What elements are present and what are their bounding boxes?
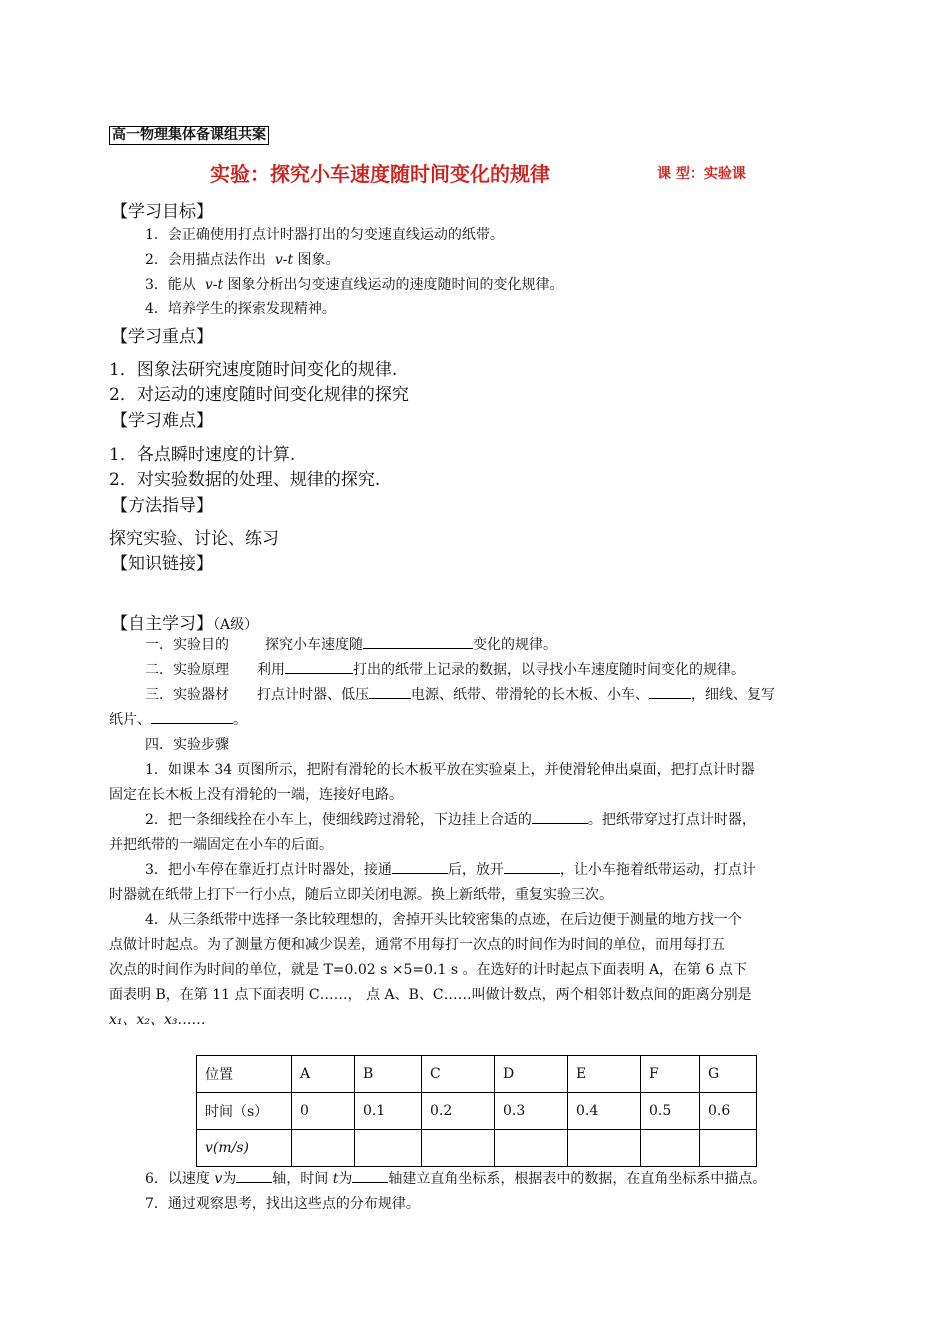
table-cell [700,1130,757,1167]
step-part: 6．以速度 [145,1171,215,1187]
table-cell: 0.1 [355,1093,422,1130]
principle-label: 二．实验原理 [145,662,229,678]
table-cell: 0.2 [422,1093,495,1130]
key-points-heading: 【学习重点】 [111,327,213,347]
materials-text: 电源、纸带、带滑轮的长木板、小车、 [411,687,649,703]
fill-blank [532,809,588,824]
table-cell: E [568,1056,641,1093]
table-cell [568,1130,641,1167]
fill-blank [151,709,233,724]
table-cell: F [641,1056,700,1093]
table-cell: 0 [292,1093,355,1130]
table-cell: D [495,1056,568,1093]
self-study-heading [111,609,258,634]
step-part: 轴建立直角坐标系，根据表中的数据，在直角坐标系中描点。 [388,1171,767,1187]
fill-blank [504,859,560,874]
difficulty-item: 2．对实验数据的处理、规律的探究. [109,470,381,490]
step-text: 7．通过观察思考，找出这些点的分布规律。 [145,1196,420,1212]
step-part: ，让小车拖着纸带运动，打点计 [559,862,756,878]
table-row [197,1093,757,1130]
fill-blank [649,684,691,699]
v-symbol: v [214,1171,223,1187]
goal-text: 图象分析出匀变速直线运动的速度随时间的变化规律。 [223,277,564,293]
row-label: v(m/s) [197,1130,292,1167]
table-cell: G [700,1056,757,1093]
table-cell: 0.6 [700,1093,757,1130]
row-label: 位置 [197,1056,292,1093]
step-text: 点做计时起点。为了测量方便和减少误差，通常不用每打一次点的时间作为时间的单位，而用每打五 [109,937,725,953]
method-heading: 【方法指导】 [111,496,213,516]
table-cell: 0.4 [568,1093,641,1130]
difficulty-item: 1．各点瞬时速度的计算. [109,445,296,465]
links-heading: 【知识链接】 [111,554,213,574]
step-part: 后，放开 [447,862,504,878]
step-text: 面表明 B，在第 11 点下面表明 C……， 点 A、B、C……叫做计数点，两个相邻计数点间的距离分别是 [109,987,752,1003]
table-cell: 0.3 [495,1093,568,1130]
step-part: 为 [222,1171,237,1187]
table-cell: B [355,1056,422,1093]
group-header: 高一物理集体备课组共案 [109,126,269,145]
fill-blank [363,634,473,649]
table-row [197,1130,757,1167]
purpose-line [145,634,557,654]
table-cell [422,1130,495,1167]
materials-text: 纸片、 [109,712,151,728]
step-part: 。把纸带穿过打点计时器， [587,812,756,828]
table-cell: 0.5 [641,1093,700,1130]
t-symbol: t [332,1171,339,1187]
goal-text: 图象。 [293,252,340,268]
table-cell [495,1130,568,1167]
key-point-item: 1．图象法研究速度随时间变化的规律. [109,360,398,380]
step-text: 1．如课本 34 页图所示，把附有滑轮的长木板平放在实验桌上，并使滑轮伸出桌面，把打点计时器 [145,762,755,778]
goal-item: 1．会正确使用打点计时器打出的匀变速直线运动的纸带。 [145,227,504,243]
materials-text: ，细线、复写 [691,687,775,703]
vt-symbol: v-t [274,252,294,268]
fill-blank [352,1168,388,1183]
step-part: 轴，时间 [272,1171,333,1187]
materials-line-2 [109,709,247,729]
method-text: 探究实验、讨论、练习 [109,529,279,549]
data-table [196,1055,757,1167]
materials-text: 。 [233,712,247,728]
goal-item: 4．培养学生的探索发现精神。 [145,301,336,317]
fill-blank [369,684,411,699]
materials-text: 打点计时器、低压 [257,687,369,703]
purpose-post: 变化的规律。 [473,637,557,653]
goal-text: 2．会用描点法作出 [145,252,266,268]
step-part: 为 [338,1171,353,1187]
principle-line [145,659,745,679]
principle-pre: 利用 [257,662,285,678]
vt-symbol: v-t [204,277,224,293]
step-part: 2．把一条细线拴在小车上，使细线跨过滑轮，下边挂上合适的 [145,812,532,828]
step-text: 并把纸带的一端固定在小车的后面。 [109,837,333,853]
difficulties-heading: 【学习难点】 [111,411,213,431]
step-text: 4．从三条纸带中选择一条比较理想的，舍掉开头比较密集的点迹，在后边便于测量的地方找一个 [145,912,742,928]
fill-blank [392,859,448,874]
goal-item [145,274,564,294]
materials-label: 三．实验器材 [145,687,229,703]
lesson-type: 课 型：实验课 [657,166,746,182]
step-part: 3．把小车停在靠近打点计时器处，接通 [145,862,392,878]
table-cell: A [292,1056,355,1093]
purpose-pre: 探究小车速度随 [265,637,363,653]
fill-blank [236,1168,272,1183]
table-cell [641,1130,700,1167]
step-text: 固定在长木板上没有滑轮的一端，连接好电路。 [109,787,403,803]
step-text: 时器就在纸带上打下一行小点，随后立即关闭电源。换上新纸带，重复实验三次。 [109,887,613,903]
self-study-title: 【自主学习】 [111,614,213,634]
steps-label: 四．实验步骤 [145,737,229,753]
step-text [145,859,756,879]
purpose-label: 一．实验目的 [145,637,229,653]
table-cell [292,1130,355,1167]
step-text: x₁、x₂、x₃…… [109,1012,206,1028]
step-text [145,1168,766,1188]
key-point-item: 2．对运动的速度随时间变化规律的探究 [109,385,409,405]
materials-line [145,684,775,704]
self-study-level: （A级） [213,617,259,633]
goal-item [145,249,340,269]
table-row [197,1056,757,1093]
fill-blank [285,659,353,674]
principle-post: 打出的纸带上记录的数据，以寻找小车速度随时间变化的规律。 [353,662,745,678]
goal-text: 3．能从 [145,277,196,293]
row-label: 时间（s） [197,1093,292,1130]
step-text: 次点的时间作为时间的单位，就是 T=0.02 s ×5=0.1 s 。在选好的计时起点下面表明 A，在第 6 点下 [109,962,747,978]
step-text [145,809,756,829]
goals-heading: 【学习目标】 [111,202,213,222]
table-cell [355,1130,422,1167]
page-title: 实验：探究小车速度随时间变化的规律 [210,162,550,186]
table-cell: C [422,1056,495,1093]
